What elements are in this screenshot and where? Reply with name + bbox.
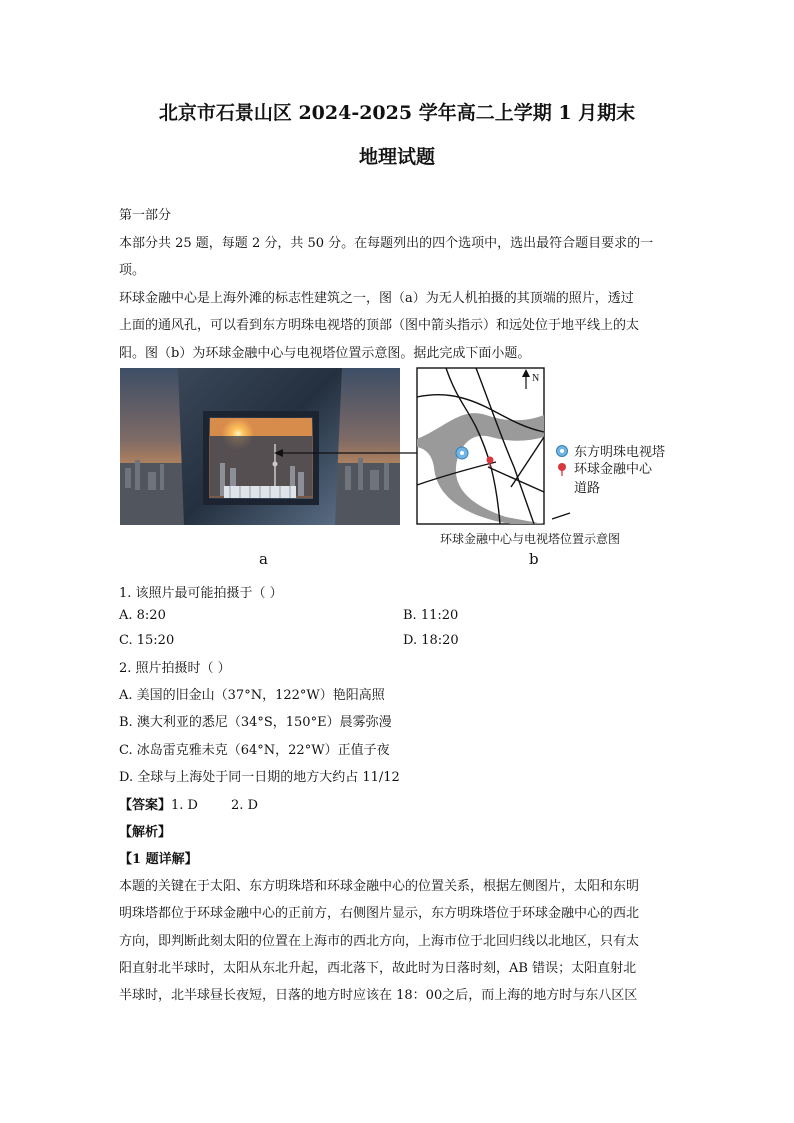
question-1-stem: 1. 该照片最可能拍摄于（ ）: [119, 586, 283, 601]
legend-center-icon: [558, 463, 566, 476]
answer-line: [119, 794, 258, 813]
instructions-line-1: 本部分共 25 题，每题 2 分，共 50 分。在每题列出的四个选项中，选出最符合题目要求的一: [119, 236, 654, 251]
question-1-option-b: B. 11:20: [403, 608, 459, 623]
document-subtitle: 地理试题: [358, 146, 435, 168]
question-1-option-d: D. 18:20: [403, 633, 459, 648]
question-2-option-c: C. 冰岛雷克雅未克（64°N，22°W）正值子夜: [119, 743, 390, 758]
map-north-label: N: [532, 373, 540, 384]
figure-a-label: a: [259, 550, 268, 568]
tower-marker: [456, 447, 468, 459]
explanation-line-5: 半球时，北半球昼长夜短，日落的地方时应该在 18：00之后，而上海的地方时与东八区区: [119, 988, 638, 1003]
question-2-option-a: A. 美国的旧金山（37°N，122°W）艳阳高照: [119, 688, 385, 703]
legend-road-icon: [552, 513, 570, 519]
part-heading: 第一部分: [119, 208, 172, 223]
detail-tag: 【1 题详解】: [119, 852, 198, 867]
legend-tower-icon: [557, 446, 568, 457]
legend-tower-label: 东方明珠电视塔: [574, 445, 666, 460]
answer-tag: 【答案】: [119, 798, 172, 813]
explanation-line-4: 阳直射北半球时，太阳从东北升起，西北落下，故此时为日落时刻，AB 错误；太阳直射北: [119, 961, 637, 976]
question-1-option-a: A. 8:20: [119, 608, 166, 623]
legend-center-label: 环球金融中心: [574, 462, 653, 477]
figure-b-map: [416, 367, 672, 547]
question-1-option-c: C. 15:20: [119, 633, 175, 648]
instructions-line-2: 项。: [119, 263, 146, 278]
explanation-line-1: 本题的关键在于太阳、东方明珠塔和环球金融中心的位置关系，根据左侧图片，太阳和东明: [119, 879, 640, 894]
analysis-tag: 【解析】: [119, 825, 172, 840]
answer-text: 1. D 2. D: [171, 798, 258, 813]
document-title: 北京市石景山区 2024-2025 学年高二上学期 1 月期末: [158, 102, 636, 124]
figure-b-label: b: [529, 550, 539, 568]
passage-line-3: 阳。图（b）为环球金融中心与电视塔位置示意图。据此完成下面小题。: [119, 346, 531, 361]
passage-line-1: 环球金融中心是上海外滩的标志性建筑之一，图（a）为无人机拍摄的其顶端的照片，透过: [119, 291, 634, 306]
explanation-line-3: 方向，即判断此刻太阳的位置在上海市的西北方向，上海市位于北回归线以北地区，只有太: [119, 934, 640, 949]
question-2-option-d: D. 全球与上海处于同一日期的地方大约占 11/12: [119, 770, 400, 785]
explanation-line-2: 明珠塔都位于环球金融中心的正前方，右侧图片显示，东方明珠塔位于环球金融中心的西北: [119, 906, 640, 921]
map-caption: 环球金融中心与电视塔位置示意图: [440, 532, 621, 546]
question-2-option-b: B. 澳大利亚的悉尼（34°S，150°E）晨雾弥漫: [119, 715, 392, 730]
question-2-stem: 2. 照片拍摄时（ ）: [119, 661, 231, 676]
legend-road-label: 道路: [574, 481, 601, 496]
passage-line-2: 上面的通风孔，可以看到东方明珠电视塔的顶部（图中箭头指示）和远处位于地平线上的太: [119, 318, 640, 333]
